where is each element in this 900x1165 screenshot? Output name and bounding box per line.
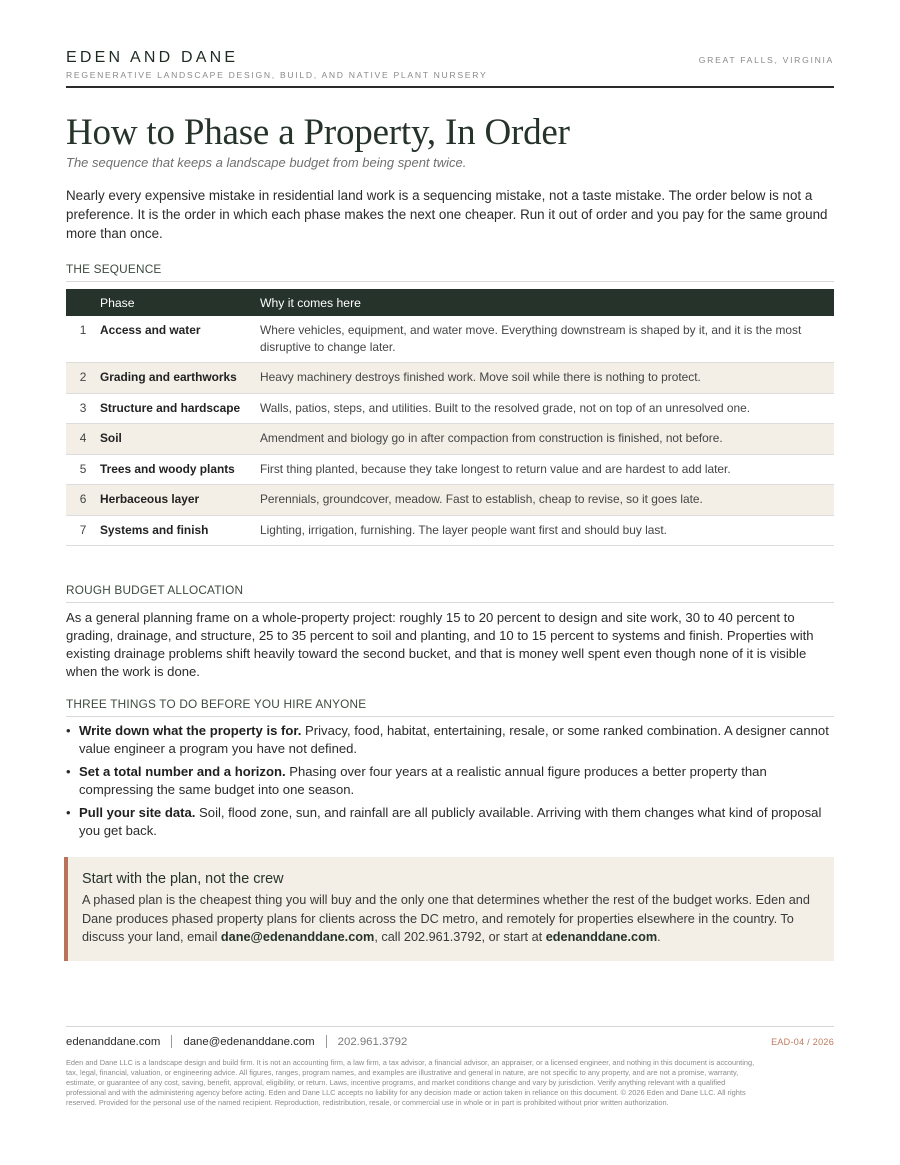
footer-contact (66, 1035, 407, 1048)
section-heading-budget: ROUGH BUDGET ALLOCATION (66, 583, 834, 603)
row-phase: Grading and earthworks (100, 363, 260, 394)
table-row (66, 454, 834, 485)
document-number: EAD-04 / 2026 (771, 1037, 834, 1047)
table-row (66, 316, 834, 363)
callout-body (82, 891, 820, 947)
list-item (66, 804, 834, 840)
list-item (66, 722, 834, 758)
callout-email-link[interactable]: dane@edenanddane.com (220, 930, 375, 944)
table-row (66, 393, 834, 424)
callout-text: , call 202.961.3792, or start at (374, 930, 546, 944)
table-row (66, 424, 834, 455)
budget-paragraph: As a general planning frame on a whole-property project: roughly 15 to 20 percent to design and site work, 30 to 40 percent to grading, drainage, and structure, 25 to 35 percent to soil and planting, and 10 to 15 percent to systems and finish. Properties with existing drainage problems shift heavily toward the second bucket, and that is money well spent even though none of it is visible when the work is done. (66, 610, 814, 679)
callout-text: A phased plan is the cheapest thing you will buy and the only one that determines whether the rest of the budget works. Eden and Dane produces phased property plans for clients across the DC metro, and remotely for properties elsewhere in the country. To discuss your land, email (82, 893, 810, 944)
section-heading-todo: THREE THINGS TO DO BEFORE YOU HIRE ANYONE (66, 697, 834, 717)
row-number: 6 (66, 485, 100, 516)
table-header-why: Why it comes here (260, 289, 834, 316)
footer-email-link[interactable]: dane@edenanddane.com (183, 1035, 315, 1048)
list-item (66, 763, 834, 799)
page-title: How to Phase a Property, In Order (66, 112, 570, 153)
page-subtitle: The sequence that keeps a landscape budget from being spent twice. (66, 155, 467, 170)
document-page (66, 0, 834, 1165)
footer-separator (171, 1035, 172, 1048)
location-label: GREAT FALLS, VIRGINIA (698, 55, 834, 65)
list-item-text: Phasing over four years at a realistic annual figure produces a better property than compressing the same budget into one season. (79, 764, 767, 797)
bullet-marker: • (66, 723, 71, 738)
intro-paragraph: Nearly every expensive mistake in residential land work is a sequencing mistake, not a taste mistake. The order below is not a preference. It is the order in which each phase makes the next one cheaper. Run it out of order and you pay for the same ground more than once. (66, 188, 828, 241)
list-item-lead: Set a total number and a horizon. (79, 764, 286, 779)
row-reason: Lighting, irrigation, furnishing. The layer people want first and should buy last. (260, 515, 834, 546)
table-row (66, 363, 834, 394)
header-divider (66, 86, 834, 88)
footer-phone: 202.961.3792 (337, 1035, 408, 1048)
row-number: 3 (66, 393, 100, 424)
callout-website-link[interactable]: edenanddane.com (545, 930, 658, 944)
row-phase: Access and water (100, 316, 260, 363)
sequence-table (66, 289, 834, 546)
table-row (66, 485, 834, 516)
row-number: 4 (66, 424, 100, 455)
row-number: 2 (66, 363, 100, 394)
row-reason: Heavy machinery destroys finished work. Move soil while there is nothing to protect. (260, 363, 834, 394)
table-header-phase: Phase (100, 289, 260, 316)
row-number: 1 (66, 316, 100, 363)
row-reason: Amendment and biology go in after compaction from construction is finished, not before. (260, 424, 834, 455)
list-item-text: Privacy, food, habitat, entertaining, resale, or some ranked combination. A designer cannot value engineer a program you have not defined. (79, 723, 829, 756)
list-item-text: Soil, flood zone, sun, and rainfall are all publicly available. Arriving with them changes what kind of proposal you get back. (79, 805, 822, 838)
callout-text: . (657, 930, 661, 944)
footer-divider (66, 1026, 834, 1027)
legal-disclaimer: Eden and Dane LLC is a landscape design and build firm. It is not an accounting firm, a law firm, a tax advisor, a financial advisor, an appraiser, or a licensed engineer, and nothing in this document is accounting, tax, legal, financial, valuation, or engineering advice. All figures, ranges, program names, and examples are illustrative and general in nature, are not specific to any property, and are not a promise, warranty, estimate, or guarantee of any cost, saving, benefit, approval, eligibility, or return. Laws, incentive programs, and market conditions change and vary by jurisdiction. Verify anything relevant with a qualified professional and with the administering agency before acting. Eden and Dane LLC accepts no liability for any decision made or action taken in reliance on this document. © 2026 Eden and Dane LLC. All rights reserved. Provided for the personal use of the named recipient. Reproduction, redistribution, resale, or commercial use in whole or in part is prohibited without prior written authorization. (66, 1058, 755, 1107)
row-phase: Systems and finish (100, 515, 260, 546)
cta-callout (64, 857, 834, 961)
list-item-lead: Pull your site data. (79, 805, 196, 820)
row-number: 5 (66, 454, 100, 485)
footer-separator (326, 1035, 327, 1048)
section-heading-sequence: THE SEQUENCE (66, 262, 834, 282)
table-header-row (66, 289, 834, 316)
callout-title: Start with the plan, not the crew (82, 871, 284, 887)
footer-website-link[interactable]: edenanddane.com (66, 1035, 161, 1048)
row-reason: First thing planted, because they take longest to return value and are hardest to add later. (260, 454, 834, 485)
row-phase: Trees and woody plants (100, 454, 260, 485)
row-phase: Herbaceous layer (100, 485, 260, 516)
table-header-number (66, 289, 100, 316)
row-reason: Where vehicles, equipment, and water move. Everything downstream is shaped by it, and it is the most disruptive to change later. (260, 316, 834, 363)
brand-tagline: REGENERATIVE LANDSCAPE DESIGN, BUILD, AND NATIVE PLANT NURSERY (66, 70, 488, 80)
row-reason: Perennials, groundcover, meadow. Fast to establish, cheap to revise, so it goes late. (260, 485, 834, 516)
row-phase: Soil (100, 424, 260, 455)
list-item-lead: Write down what the property is for. (79, 723, 302, 738)
table-row (66, 515, 834, 546)
brand-name: EDEN AND DANE (66, 49, 239, 66)
row-reason: Walls, patios, steps, and utilities. Built to the resolved grade, not on top of an unresolved one. (260, 393, 834, 424)
bullet-marker: • (66, 805, 71, 820)
bullet-marker: • (66, 764, 71, 779)
todo-list (66, 722, 834, 845)
row-number: 7 (66, 515, 100, 546)
row-phase: Structure and hardscape (100, 393, 260, 424)
